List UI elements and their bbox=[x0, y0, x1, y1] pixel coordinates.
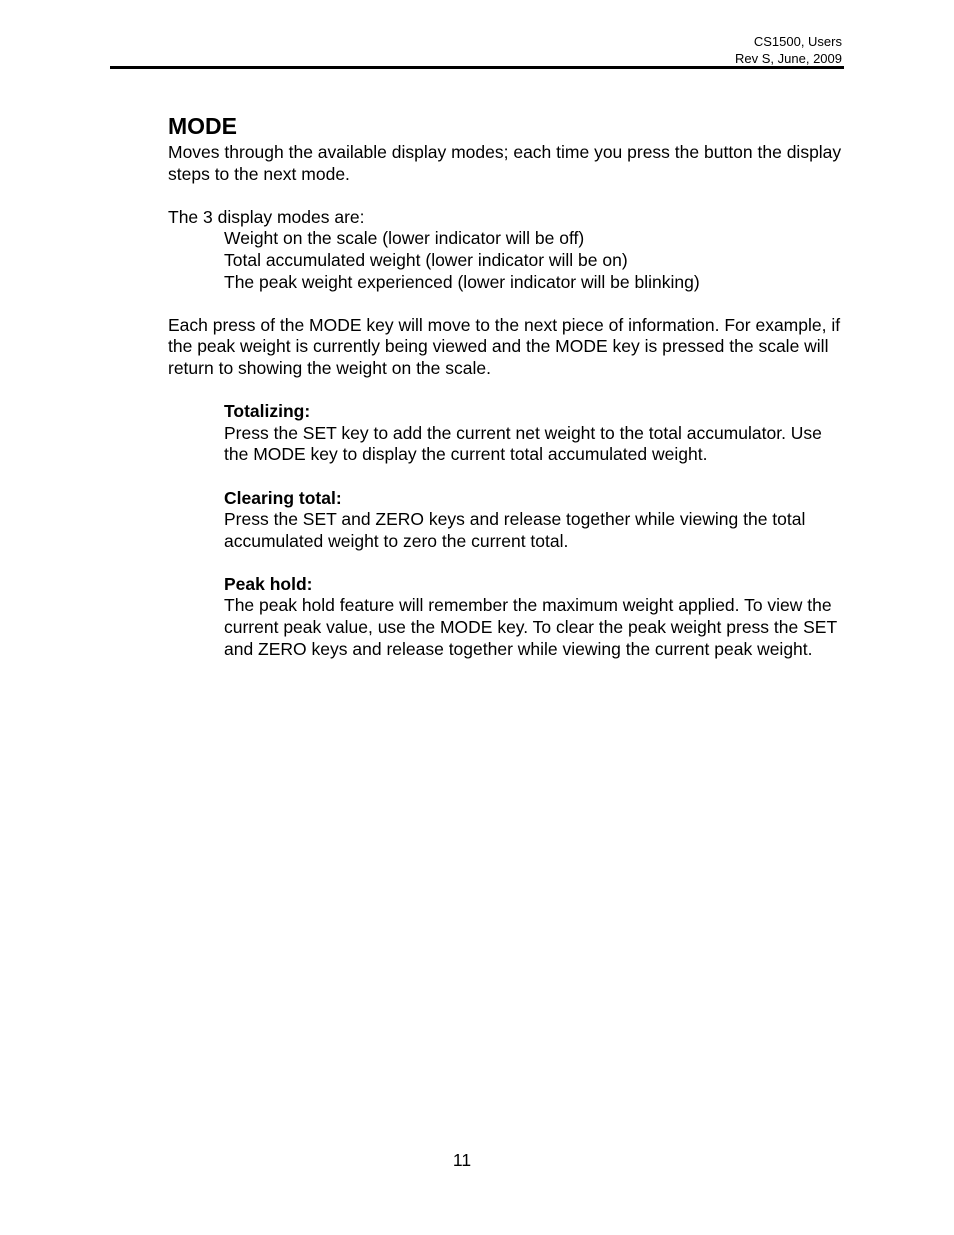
list-item: Weight on the scale (lower indicator will be off) bbox=[224, 228, 585, 249]
subsection-peak-hold bbox=[168, 574, 848, 660]
section-intro: Moves through the available display modes; each time you press the button the display steps to the next mode. bbox=[168, 142, 842, 184]
subsection-title: Clearing total: bbox=[224, 487, 342, 508]
spacer bbox=[168, 380, 848, 402]
subsection-title: Peak hold: bbox=[224, 573, 313, 594]
modes-heading: The 3 display modes are: bbox=[168, 206, 365, 227]
header-divider bbox=[110, 66, 844, 69]
spacer bbox=[168, 293, 848, 315]
header-revision: Rev S, June, 2009 bbox=[735, 51, 842, 66]
section-title: MODE bbox=[168, 113, 237, 139]
page-content bbox=[168, 110, 848, 660]
spacer bbox=[168, 552, 848, 574]
display-modes-list bbox=[168, 228, 848, 293]
list-item: The peak weight experienced (lower indicator will be blinking) bbox=[224, 271, 700, 292]
list-item: Total accumulated weight (lower indicator will be on) bbox=[224, 249, 628, 270]
subsection-text: The peak hold feature will remember the maximum weight applied. To view the current peak value, use the MODE key. To clear the peak weight press the SET and ZERO keys and release together while viewing the current peak weight. bbox=[224, 595, 837, 659]
header-document-name: CS1500, Users bbox=[753, 34, 842, 49]
page-number: 11 bbox=[452, 1150, 472, 1170]
spacer bbox=[168, 185, 848, 207]
subsection-text: Press the SET and ZERO keys and release together while viewing the total accumulated weight to zero the current total. bbox=[224, 509, 806, 551]
subsection-clearing-total bbox=[168, 488, 848, 553]
subsection-title: Totalizing: bbox=[224, 401, 311, 422]
spacer bbox=[168, 466, 848, 488]
subsection-totalizing bbox=[168, 401, 848, 466]
mode-key-paragraph: Each press of the MODE key will move to the next piece of information. For example, if the peak weight is currently being viewed and the MODE key is pressed the scale will return to showing the weight on the scale. bbox=[168, 314, 841, 378]
page-header bbox=[735, 33, 842, 67]
subsection-text: Press the SET key to add the current net weight to the total accumulator. Use the MODE key to display the current total accumulated weight. bbox=[224, 422, 822, 465]
